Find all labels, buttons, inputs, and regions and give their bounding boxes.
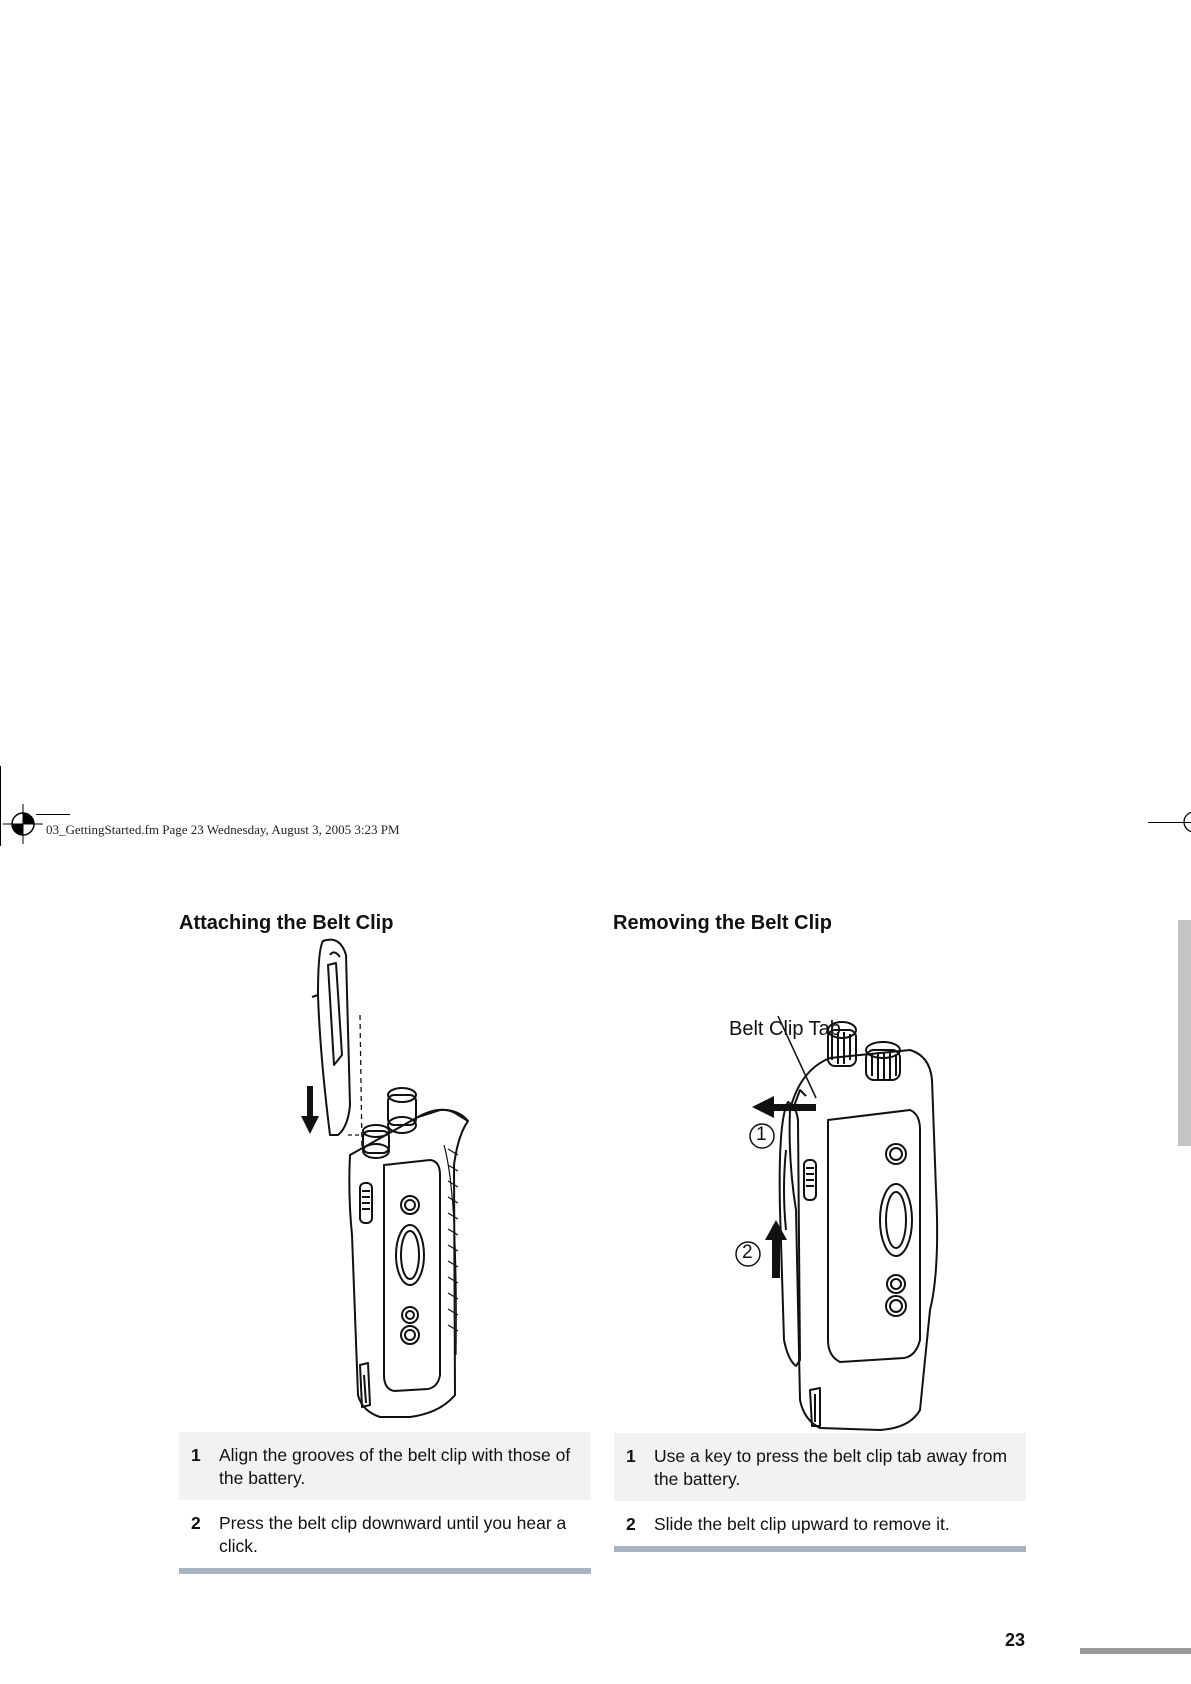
page-number: 23 <box>1005 1630 1026 1650</box>
radio-with-belt-clip-illustration <box>290 935 530 1425</box>
footer-bar <box>1080 1648 1191 1654</box>
step-number: 2 <box>191 1513 201 1533</box>
registration-target-icon <box>3 804 43 844</box>
left-section-title: Attaching the Belt Clip <box>179 912 394 934</box>
right-step-2 <box>614 1501 1026 1546</box>
right-step-1 <box>614 1433 1026 1501</box>
arrow-up-icon <box>765 1220 787 1278</box>
radio-removing-clip-illustration <box>770 1010 950 1460</box>
arrow-left-icon <box>752 1096 816 1118</box>
step-text: Use a key to press the belt clip tab away from the battery. <box>654 1446 1008 1489</box>
step-text: Slide the belt clip upward to remove it. <box>654 1514 950 1534</box>
left-step-2 <box>179 1500 591 1568</box>
right-steps <box>614 1433 1026 1552</box>
left-step-1 <box>179 1432 591 1500</box>
step-number: 2 <box>626 1514 636 1534</box>
arrow-down-icon <box>300 1086 320 1136</box>
registration-target-right-icon <box>1182 810 1191 834</box>
chapter-thumb-tab <box>1178 920 1191 1146</box>
file-info-header: 03_GettingStarted.fm Page 23 Wednesday, August 3, 2005 3:23 PM <box>46 822 400 837</box>
marker-1-label: 1 <box>756 1124 767 1145</box>
right-steps-rule <box>614 1546 1026 1552</box>
left-steps-rule <box>179 1568 591 1574</box>
crop-mark-left <box>0 766 1 846</box>
step-number: 1 <box>626 1446 636 1466</box>
step-number: 1 <box>191 1445 201 1465</box>
left-steps <box>179 1432 591 1574</box>
belt-clip-tab-label: Belt Clip Tab <box>729 1018 841 1040</box>
step-text: Press the belt clip downward until you hear a click. <box>219 1513 567 1556</box>
marker-2-label: 2 <box>742 1242 753 1263</box>
step-text: Align the grooves of the belt clip with those of the battery. <box>219 1445 571 1488</box>
right-section-title: Removing the Belt Clip <box>613 912 832 934</box>
crop-mark-top-left <box>36 814 70 815</box>
